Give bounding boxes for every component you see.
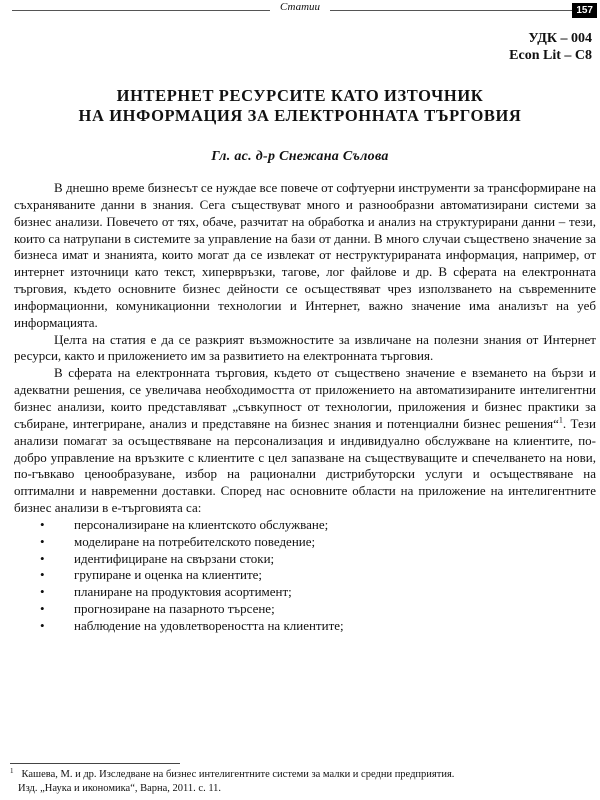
application-areas-list bbox=[14, 517, 596, 635]
footnote-line-2: Изд. „Наука и икономика“, Варна, 2011. с. 11. bbox=[18, 783, 222, 794]
page-number: 157 bbox=[572, 3, 597, 18]
paragraph-3-text-b: . Тези анализи помагат за осъществяване на персонализация и индивидуално обслужване на клиентите, по-добро управление на връзките с клиентите с цел запазване на съществуващите и спечелването на нови, по-гъвкаво ценообразуване, избор на рационални дистрибуторски услуги и осъществяване на оптимални и навременни доставки. Според нас основните области на приложение на интелигентните бизнес анализи в е-търговията са: bbox=[14, 415, 597, 516]
title-line-2: НА ИНФОРМАЦИЯ ЗА ЕЛЕКТРОННАТА ТЪРГОВИЯ bbox=[78, 106, 522, 125]
footnote-line-1: Кашева, М. и др. Изследване на бизнес интелигентните системи за малки и средни предприятия. bbox=[21, 769, 455, 780]
econlit-code: Econ Lit – C8 bbox=[509, 48, 592, 63]
paragraph-3 bbox=[14, 365, 596, 517]
article-author: Гл. ас. д-р Снежана Сълова bbox=[211, 149, 389, 164]
list-item: • планиране на продуктовия асортимент; bbox=[14, 584, 596, 601]
list-item: • персонализиране на клиентското обслужване; bbox=[14, 517, 596, 534]
footnote-reference[interactable]: 1 bbox=[558, 415, 563, 425]
list-item: • прогнозиране на пазарното търсене; bbox=[14, 601, 596, 618]
udk-code: УДК – 004 bbox=[528, 31, 592, 46]
title-line-1: ИНТЕРНЕТ РЕСУРСИТЕ КАТО ИЗТОЧНИК bbox=[116, 86, 484, 105]
paragraph-3-text-a: В сферата на електронната търговия, където от съществено значение е вземането на бързи и адекватни решения, се увеличава необходимостта от приложението на автоматизираните интелигентни бизнес анализи, които представляват „съвкупност от технологии, приложения и бизнес практики за събиране, интегриране, анализ и представяне на бизнес знания и потенциални бизнес решения“ bbox=[14, 365, 596, 431]
footnote bbox=[10, 768, 596, 796]
article-body bbox=[14, 180, 596, 635]
paragraph-2: Целта на статия е да се разкрият възможностите за извличане на полезни знания от Интернет ресурси, както и приложението им за развитието на електронната търговия. bbox=[14, 331, 596, 364]
list-item: • групиране и оценка на клиентите; bbox=[14, 567, 596, 584]
classification-codes bbox=[509, 30, 592, 64]
running-header bbox=[0, 0, 600, 22]
list-item: • наблюдение на удовлетвореността на клиентите; bbox=[14, 618, 596, 635]
footnote-rule bbox=[10, 763, 180, 764]
list-item: • моделиране на потребителското поведение; bbox=[14, 534, 596, 551]
section-title: Статии bbox=[270, 1, 330, 13]
footnote-marker: 1 bbox=[10, 766, 14, 775]
paragraph-1: В днешно време бизнесът се нуждае все повече от софтуерни инструменти за трансформиране на съхраняваните данни в знания. Сега съществуват много и разнообразни автоматизирани системи за бизнес анализи. Повечето от тях, обаче, разчитат на обработка и анализ на структурирани данни – тези, които са натрупани в системите за управление на бази от данни. В много случаи съществено значение за бизнеса имат и знанията, които могат да се извлекат от неструктурираната информация, например, от интернет източници като текст, хипервръзки, тагове, лог файлове и др. В сферата на електронната търговия, където основните бизнес дейности се осъществяват чрез използването на съвременните информационни, комуникационни технологии и Интернет, важно значение има анализът на уеб информацията. bbox=[14, 180, 596, 330]
article-title bbox=[0, 86, 600, 126]
list-item: • идентифициране на свързани стоки; bbox=[14, 551, 596, 568]
